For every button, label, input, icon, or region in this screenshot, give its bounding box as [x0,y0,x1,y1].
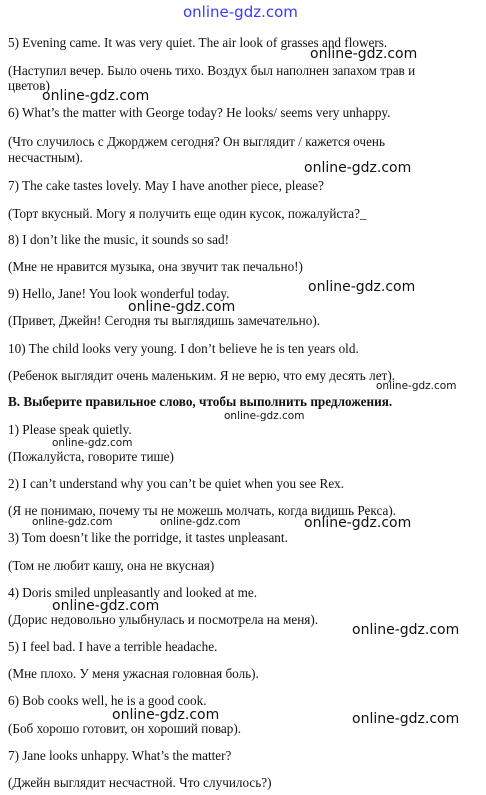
watermark: online-gdz.com [376,380,457,392]
text-line: несчастным). [8,150,83,165]
watermark: online-gdz.com [52,437,133,449]
watermark: online-gdz.com [160,516,241,528]
watermark: online-gdz.com [310,46,418,62]
text-line: (Дорис недовольно улыбнулась и посмотрела на меня). [8,612,319,627]
text-line: 1) Please speak quietly. [8,422,132,437]
text-line: (Мне плохо. У меня ужасная головная боль). [8,666,259,681]
watermark-top: online-gdz.com [183,3,298,21]
watermark: online-gdz.com [112,707,220,723]
watermark: online-gdz.com [352,622,460,638]
text-line: (Пожалуйста, говорите тише) [8,449,174,464]
text-line: (Торт вкусный. Могу я получить еще один кусок, пожалуйста?_ [8,206,367,221]
watermark: online-gdz.com [308,279,416,295]
section-heading: B. Выберите правильное слово, чтобы выполнить предложения. [8,394,393,409]
text-line: 8) I don’t like the music, it sounds so sad! [8,232,229,247]
text-line: 6) What’s the matter with George today? He looks/ seems very unhappy. [8,105,391,120]
watermark: online-gdz.com [32,516,113,528]
text-line: (Что случилось с Джорджем сегодня? Он выглядит / кажется очень [8,134,385,149]
watermark: online-gdz.com [52,598,160,614]
text-line: 6) Bob cooks well, he is a good cook. [8,693,207,708]
text-line: 5) Evening came. It was very quiet. The air look of grasses and flowers. [8,35,388,50]
watermark: online-gdz.com [42,88,150,104]
text-line: 10) The child looks very young. I don’t believe he is ten years old. [8,341,359,356]
text-line: (Мне не нравится музыка, она звучит так печально!) [8,259,303,274]
text-line: 4) Doris smiled unpleasantly and looked at me. [8,585,258,600]
text-line: (Боб хорошо готовит, он хороший повар). [8,721,242,736]
text-line: (Том не любит кашу, она не вкусная) [8,558,215,573]
watermark: online-gdz.com [304,160,412,176]
text-line: 3) Tom doesn’t like the porridge, it tastes unpleasant. [8,530,288,545]
text-line: 5) I feel bad. I have a terrible headache. [8,639,218,654]
text-line: 2) I can’t understand why you can’t be quiet when you see Rex. [8,476,345,491]
watermark: online-gdz.com [352,711,460,727]
text-line: (Джейн выглядит несчастной. Что случилось?) [8,775,272,790]
text-line: (Привет, Джейн! Сегодня ты выглядишь замечательно). [8,313,321,328]
text-line: (Ребенок выглядит очень маленьким. Я не верю, что ему десять лет). [8,368,396,383]
text-line: (Наступил вечер. Было очень тихо. Воздух был наполнен запахом трав и [8,63,416,78]
watermark: online-gdz.com [304,515,412,531]
text-line: 7) Jane looks unhappy. What’s the matter? [8,748,232,763]
watermark: online-gdz.com [224,410,305,422]
text-line: (Я не понимаю, почему ты не можешь молчать, когда видишь Рекса). [8,503,397,518]
text-line: 9) Hello, Jane! You look wonderful today. [8,286,230,301]
watermark: online-gdz.com [128,299,236,315]
text-line: 7) The cake tastes lovely. May I have another piece, please? [8,178,324,193]
text-line: цветов) [8,78,50,93]
